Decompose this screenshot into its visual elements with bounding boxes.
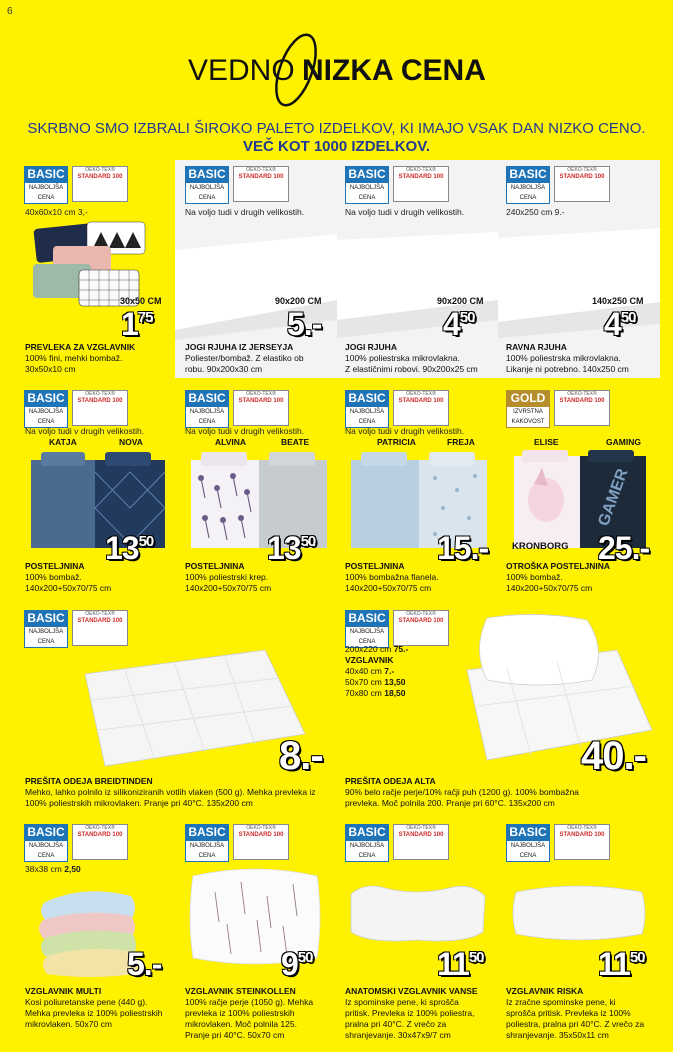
oeko-std: STANDARD 100 [559, 832, 605, 838]
product-desc [345, 572, 439, 594]
product-title: VZGLAVNIK STEINKOLLEN [185, 986, 296, 996]
desc-line: 100% poliestrskih mikrovlaken. Pranje pri 40°C. 135x200 cm [25, 798, 253, 808]
price [437, 532, 488, 564]
oeko-title: OEKO-TEX® [85, 167, 115, 173]
desc-line: Likanje ni potrebno. 140x250 cm [506, 364, 629, 374]
price [604, 308, 635, 340]
oeko-std: STANDARD 100 [77, 832, 123, 838]
price-sup: 50 [468, 949, 484, 966]
desc-line: mikrovlaken. Moč polnila 125. [185, 1019, 297, 1029]
price [279, 736, 323, 776]
basic-label: BASIC [185, 390, 229, 406]
price-main: 1 [121, 306, 138, 342]
desc-line: sprošča pritisk. Prevleka iz 100% [506, 1008, 631, 1018]
basic-label: BASIC [506, 824, 550, 840]
product-jersey-sheet [175, 160, 337, 378]
desc-line: 100% račje perje (1050 g). Mehka [185, 997, 314, 1007]
row4 [15, 818, 660, 1042]
desc-line: Poliester/bombaž. Z elastiko ob [185, 353, 304, 363]
product-desc [345, 997, 474, 1041]
basic-sub-label: NAJBOLJŠA CENA [185, 840, 229, 862]
price-main: 11 [437, 946, 469, 982]
price [581, 736, 646, 776]
size-label: 140x250 CM [592, 296, 644, 306]
flat-sheet-image [498, 220, 660, 340]
price [105, 532, 153, 564]
price-sup: 75 [137, 309, 153, 326]
oeko-std: STANDARD 100 [398, 174, 444, 180]
logo-left-text: VEDNO [187, 54, 295, 87]
desc-line: Pranje pri 40°C. 50x70 cm [185, 1030, 285, 1040]
alt-size-note: Na voljo tudi v drugih velikostih. [185, 426, 305, 436]
size-row-value: 75.- [393, 644, 409, 654]
basic-label: BASIC [185, 824, 229, 840]
price-main: 13 [267, 530, 301, 566]
alt-size-note [25, 864, 81, 874]
price [598, 948, 645, 980]
oeko-std: STANDARD 100 [238, 832, 284, 838]
product-flat-sheet [498, 160, 660, 378]
size-row [345, 677, 408, 688]
oeko-tex-label [233, 166, 289, 202]
product-title: PREVLEKA ZA VZGLAVNIK [25, 342, 136, 352]
product-kids-bedding [498, 386, 660, 598]
price-sup: 50 [297, 949, 313, 966]
product-desc [506, 353, 629, 375]
price [281, 948, 312, 980]
oeko-title: OEKO-TEX® [567, 825, 597, 831]
oeko-title: OEKO-TEX® [246, 391, 276, 397]
basic-sub-label: NAJBOLJŠA CENA [345, 626, 389, 648]
basic-badge [345, 824, 455, 864]
oeko-title: OEKO-TEX® [406, 825, 436, 831]
oeko-title: OEKO-TEX® [246, 825, 276, 831]
oeko-title: OEKO-TEX® [567, 167, 597, 173]
basic-label: BASIC [24, 166, 68, 182]
basic-label: BASIC [24, 390, 68, 406]
size-label: 90x200 CM [275, 296, 322, 306]
price-main: 5.- [127, 946, 162, 982]
price-main: 25.- [598, 530, 650, 566]
basic-badge [345, 166, 455, 206]
price [443, 308, 474, 340]
desc-line: robu. 90x200x30 cm [185, 364, 263, 374]
oeko-title: OEKO-TEX® [406, 391, 436, 397]
gold-badge [506, 390, 616, 430]
basic-label: BASIC [24, 824, 68, 840]
oeko-tex-label [72, 824, 128, 860]
product-pillowcase [15, 160, 175, 378]
oeko-std: STANDARD 100 [77, 174, 123, 180]
desc-line: 140x200+50x70/75 cm [185, 583, 272, 593]
desc-line: 100% fini, mehki bombaž. [25, 353, 123, 363]
product-desc [25, 787, 316, 809]
basic-label: BASIC [345, 824, 389, 840]
size-row-label: 40x40 cm [345, 666, 382, 676]
product-desc [185, 572, 271, 594]
product-title: POSTELJNINA [185, 561, 245, 571]
gold-label: GOLD [506, 390, 550, 406]
size-row [345, 644, 408, 655]
oeko-tex-label [393, 390, 449, 426]
price-sup: 50 [620, 309, 636, 326]
variant-name: PATRICIA [377, 437, 416, 447]
alt-size-note: 40x60x10 cm 3,- [25, 207, 88, 217]
desc-line: 30x50x10 cm [25, 364, 76, 374]
row2 [15, 386, 660, 598]
product-title: JOGI RJUHA [345, 342, 397, 352]
price-main: 9 [281, 946, 298, 982]
basic-label: BASIC [506, 166, 550, 182]
size-row [345, 666, 408, 677]
oeko-std: STANDARD 100 [398, 618, 444, 624]
brand-kronborg: KRONBORG [512, 541, 569, 552]
price [437, 948, 484, 980]
basic-badge [24, 390, 134, 430]
desc-line: Mehka prevleka iz 100% poliestrskih [25, 1008, 163, 1018]
desc-line: Kosi poliuretanske pene (440 g). [25, 997, 148, 1007]
desc-line: Mehko, lahko polnilo iz silikoniziranih votlih vlaken (500 g). Mehka prevleka iz [25, 787, 316, 797]
basic-badge [185, 824, 295, 864]
desc-line: mikrovlaken. 50x70 cm [25, 1019, 112, 1029]
variant-name: BEATE [281, 437, 310, 447]
oeko-tex-label [393, 166, 449, 202]
headline [0, 120, 673, 156]
price-main: 40.- [581, 734, 646, 778]
price-main: 4 [604, 306, 621, 342]
product-pillow-vanse [337, 818, 498, 1042]
oeko-tex-label [233, 390, 289, 426]
basic-label: BASIC [185, 166, 229, 182]
size-row-label: 200x220 cm [345, 644, 392, 654]
alt-size-note: Na voljo tudi v drugih velikostih. [345, 207, 465, 217]
alt-size-note: Na voljo tudi v drugih velikostih. [345, 426, 465, 436]
desc-line: pralna pri 40°C. Z vrečo za [345, 1019, 447, 1029]
product-desc [25, 572, 111, 594]
desc-line: shranjevanje. 30x47x9/7 cm [345, 1030, 451, 1040]
oeko-std: STANDARD 100 [77, 398, 123, 404]
basic-sub-label: NAJBOLJŠA CENA [24, 182, 68, 204]
price [127, 948, 161, 980]
basic-badge [506, 824, 616, 864]
basic-badge [185, 390, 295, 430]
product-desc [345, 787, 579, 809]
desc-line: Z elastičnimi robovi. 90x200x25 cm [345, 364, 478, 374]
basic-badge [24, 166, 134, 206]
product-title: VZGLAVNIK RISKA [506, 986, 584, 996]
oeko-tex-label [72, 166, 128, 202]
oeko-std: STANDARD 100 [398, 398, 444, 404]
oeko-std: STANDARD 100 [238, 174, 284, 180]
desc-line: prevleka. Moč polnila 200. Pranje pri 60°C. 135x200 cm [345, 798, 555, 808]
oeko-title: OEKO-TEX® [246, 167, 276, 173]
desc-line: prevleka iz 100% poliestrskih [185, 1008, 295, 1018]
variant-name: ELISE [534, 437, 559, 447]
price-main: 5.- [287, 306, 322, 342]
product-fitted-sheet [337, 160, 498, 378]
product-desc [345, 353, 478, 375]
size-row-value: 13,50 [384, 677, 406, 687]
product-pillow-steinkollen [175, 818, 337, 1042]
price-sup: 50 [629, 949, 645, 966]
product-desc [185, 353, 304, 375]
desc-line: 100% bombaž. [25, 572, 82, 582]
basic-badge [506, 166, 616, 206]
basic-sub-label: NAJBOLJŠA CENA [185, 406, 229, 428]
product-pillow-riska [498, 818, 660, 1042]
desc-line: Iz zračne spominske pene, ki [506, 997, 616, 1007]
desc-line: shranjevanje. 35x50x11 cm [506, 1030, 609, 1040]
price [121, 308, 152, 340]
desc-line: 100% bombaž. [506, 572, 563, 582]
product-title: JOGI RJUHA IZ JERSEYJA [185, 342, 294, 352]
product-title: VZGLAVNIK MULTI [25, 986, 102, 996]
memory-foam-pillow-image [506, 874, 651, 954]
size-row-value: 18,50 [384, 688, 406, 698]
product-desc [25, 353, 122, 375]
oeko-std: STANDARD 100 [77, 618, 123, 624]
size-row-label: 50x70 cm [345, 677, 382, 687]
product-title: PREŠITA ODEJA BREIDTINDEN [25, 776, 153, 786]
oeko-tex-label [554, 166, 610, 202]
oeko-std: STANDARD 100 [238, 398, 284, 404]
oeko-tex-label [233, 824, 289, 860]
gold-sub-label: IZVRSTNA KAKOVOST [506, 406, 550, 428]
alta-sizes [345, 644, 408, 699]
headline-line1: SKRBNO SMO IZBRALI ŠIROKO PALETO IZDELKOV, KI IMAJO VSAK DAN NIZKO CENO. [27, 120, 646, 137]
oeko-tex-label [72, 610, 128, 646]
basic-sub-label: NAJBOLJŠA CENA [24, 406, 68, 428]
oeko-title: OEKO-TEX® [85, 611, 115, 617]
basic-badge [185, 166, 295, 206]
basic-sub-label: NAJBOLJŠA CENA [345, 840, 389, 862]
alt-size-note: Na voljo tudi v drugih velikostih. [25, 426, 145, 436]
product-desc [185, 997, 313, 1041]
page-number: 6 [7, 6, 13, 17]
oeko-title: OEKO-TEX® [85, 391, 115, 397]
desc-line: pritisk. Prevleka iz 100% poliestra, [345, 1008, 475, 1018]
price-main: 15.- [437, 530, 489, 566]
basic-label: BASIC [345, 166, 389, 182]
oeko-tex-label [393, 824, 449, 860]
basic-label: BASIC [345, 390, 389, 406]
basic-label: BASIC [24, 610, 68, 626]
oeko-std: STANDARD 100 [398, 832, 444, 838]
size-label: 30x50 CM [120, 296, 162, 306]
basic-sub-label: NAJBOLJŠA CENA [345, 182, 389, 204]
desc-line: Iz spominske pene, ki sprošča [345, 997, 459, 1007]
variant-name: ALVINA [215, 437, 247, 447]
price [598, 532, 649, 564]
oeko-tex-label [72, 390, 128, 426]
basic-badge [24, 824, 134, 864]
oeko-title: OEKO-TEX® [406, 167, 436, 173]
price-main: 4 [443, 306, 460, 342]
note-label: 38x38 cm [25, 864, 62, 874]
price-sup: 50 [138, 533, 154, 550]
basic-label: BASIC [345, 610, 389, 626]
variant-name: FREJA [447, 437, 475, 447]
basic-sub-label: NAJBOLJŠA CENA [185, 182, 229, 204]
product-duvet-alta [337, 604, 660, 810]
product-bedding-alvina-beate [175, 386, 337, 598]
product-bedding-patricia-freja [337, 386, 498, 598]
alt-size-note: 240x250 cm 9.- [506, 207, 565, 217]
basic-sub-label: NAJBOLJŠA CENA [24, 626, 68, 648]
contour-pillow-image [345, 874, 490, 954]
desc-line: 140x200+50x70/75 cm [345, 583, 432, 593]
desc-line: 100% poliestrska mikrovlakna. [345, 353, 460, 363]
desc-line: poliestra, pralna pri 40°C. Z vrečo za [506, 1019, 645, 1029]
price-sup: 50 [300, 533, 316, 550]
svg-text:GAMER: GAMER [595, 466, 632, 529]
price-sup: 50 [459, 309, 475, 326]
pillow-subtitle: VZGLAVNIK [345, 655, 394, 665]
product-title: POSTELJNINA [345, 561, 405, 571]
product-duvet-breidtinden [15, 604, 337, 810]
oeko-std: STANDARD 100 [559, 174, 605, 180]
variant-name: KATJA [49, 437, 77, 447]
size-row-value: 7.- [384, 666, 395, 676]
basic-sub-label: NAJBOLJŠA CENA [24, 840, 68, 862]
price-main: 8.- [279, 734, 323, 778]
price [287, 308, 321, 340]
basic-badge [345, 390, 455, 430]
size-row [345, 688, 408, 699]
product-title: RAVNA RJUHA [506, 342, 567, 352]
desc-line: 140x200+50x70/75 cm [25, 583, 112, 593]
product-pillow-multi [15, 818, 175, 1042]
vedno-nizka-cena-logo [0, 28, 673, 118]
basic-sub-label: NAJBOLJŠA CENA [506, 182, 550, 204]
price [267, 532, 315, 564]
oeko-title: OEKO-TEX® [85, 825, 115, 831]
product-desc [25, 997, 162, 1030]
product-desc [506, 572, 592, 594]
headline-line2: VEČ KOT 1000 IZDELKOV. [242, 138, 430, 155]
product-title: ANATOMSKI VZGLAVNIK VANSE [345, 986, 478, 996]
product-title: OTROŠKA POSTELJNINA [506, 561, 611, 571]
price-main: 11 [598, 946, 630, 982]
size-row-label: 70x80 cm [345, 688, 382, 698]
variant-name: GAMING [606, 437, 641, 447]
price-main: 13 [105, 530, 139, 566]
product-title: POSTELJNINA [25, 561, 85, 571]
desc-line: 140x200+50x70/75 cm [506, 583, 593, 593]
desc-line: 100% bombažna flanela. [345, 572, 439, 582]
oeko-tex-label [393, 610, 449, 646]
oeko-tex-label [554, 390, 610, 426]
product-title: PREŠITA ODEJA ALTA [345, 776, 436, 786]
desc-line: 100% poliestrski krep. [185, 572, 269, 582]
alt-size-note: Na voljo tudi v drugih velikostih. [185, 207, 305, 217]
size-label: 90x200 CM [437, 296, 484, 306]
row3 [15, 604, 660, 810]
oeko-title: OEKO-TEX® [567, 391, 597, 397]
oeko-tex-label [554, 824, 610, 860]
desc-line: 100% poliestrska mikrovlakna. [506, 353, 621, 363]
row1 [15, 160, 660, 378]
logo-right-text: NIZKA CENA [301, 54, 486, 87]
variant-name: NOVA [119, 437, 143, 447]
desc-line: 90% belo račje perje/10% račji puh (1200 g). 100% bombažna [345, 787, 579, 797]
product-desc [506, 997, 644, 1041]
oeko-std: STANDARD 100 [559, 398, 605, 404]
basic-sub-label: NAJBOLJŠA CENA [345, 406, 389, 428]
note-value: 2,50 [64, 864, 81, 874]
product-bedding-katja-nova [15, 386, 175, 598]
basic-sub-label: NAJBOLJŠA CENA [506, 840, 550, 862]
oeko-title: OEKO-TEX® [406, 611, 436, 617]
duvet-image [65, 644, 315, 769]
